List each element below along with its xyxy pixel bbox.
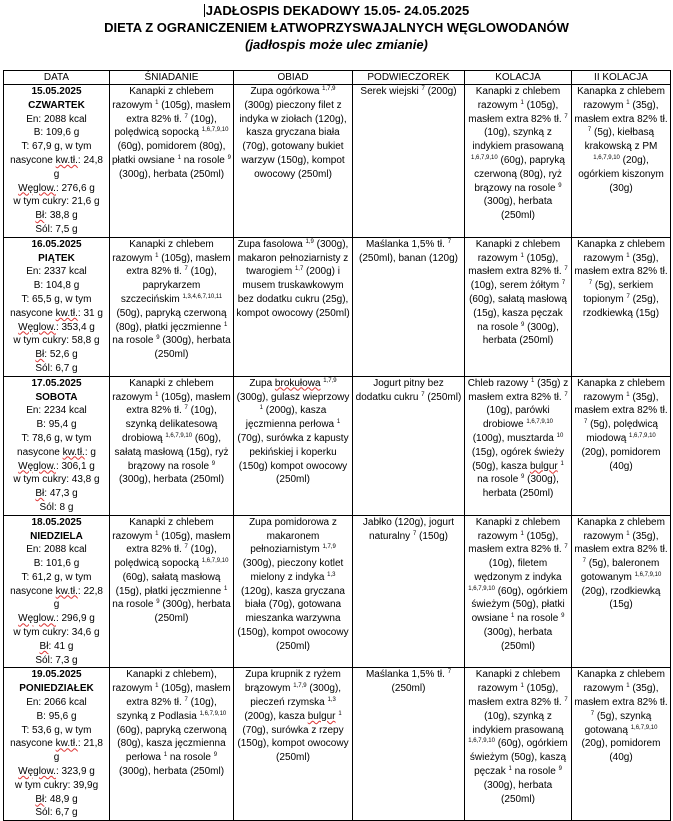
nutrition-line: w tym cukry: 34,6 g — [13, 627, 100, 639]
meal-kolacja: Kanapki z chlebem razowym $^1$ (105g), masłem extra 82% tł. $^7$ (10g), szynką z indykiem prasowaną $^{1,6,7,9,10}$ (60g), papryką czerwoną (80g), ryż brązowy na rosole $^9$ (300g), herbata (250ml) — [465, 85, 572, 238]
nutrition-line: Sól: 7,3 g — [35, 654, 78, 666]
nutrition-line: w tym cukry: 21,6 g — [13, 196, 100, 208]
nutrition-line: Bł: 47,3 g — [35, 488, 78, 500]
nutrition-line: nasycone kw.tł.: 24,8 g — [10, 154, 103, 180]
menu-body — [4, 85, 671, 821]
nutrition-line: Sól: 8 g — [39, 501, 74, 513]
day-weekday: SOBOTA — [35, 391, 78, 403]
nutrition-line: Bł: 38,8 g — [35, 210, 78, 222]
menu-table — [3, 70, 671, 821]
day-date: 15.05.2025 — [31, 86, 82, 97]
meal-kolacja: Kanapki z chlebem razowym $^1$ (105g), masłem extra 82% tł. $^7$ (10g), szynką z indykiem prasowaną $^{1,6,7,9,10}$ (60g), ogórkiem świeżym (50g), kaszą pęczak $^1$ na rosole $^9$ (300g), herbata (250ml) — [465, 668, 572, 821]
meal-podwieczorek: Jabłko (120g), jogurt naturalny $^7$ (150g) — [353, 515, 465, 668]
nutrition-line: En: 2088 kcal — [26, 113, 87, 125]
nutrition-line: Węglow.: 353,4 g — [18, 321, 95, 333]
meal-sniadanie: Kanapki z chlebem), razowym $^1$ (105g), masłem extra 82% tł. $^7$ (10g), szynką z Podlasia $^{1,6,7,9,10}$ (60g), papryką czerwoną (80g), kasza jęczmienna perłowa $^1$ na rosole $^9$ (300g), herbata (250ml) — [110, 668, 234, 821]
menu-header — [0, 0, 673, 53]
nutrition-line: T: 61,2 g, w tym — [21, 571, 92, 583]
nutrition-line: T: 65,5 g, w tym — [21, 293, 92, 305]
day-date: 18.05.2025 — [31, 516, 82, 528]
meal-obiad: Zupa pomidorowa z makaronem pełnoziarnistym $^{1,7,9}$ (300g), pieczony kotlet mielony z indyka $^{1,3}$ (120g), kasza gryczana biała (70g), gotowana mieszanka warzywna (150g), kompot owocowy (250ml) — [234, 515, 353, 668]
table-row — [4, 515, 671, 668]
nutrition-line: B: 101,6 g — [33, 558, 80, 570]
day-weekday: PONIEDZIAŁEK — [19, 683, 94, 695]
meal-sniadanie: Kanapki z chlebem razowym $^1$ (105g), masłem extra 82% tł. $^7$ (10g), szynką delikatesową drobiową $^{1,6,7,9,10}$ (60g), sałatą masłową (15g), ryż brązowy na rosole $^9$ (300g), herbata (250ml) — [110, 376, 234, 515]
meal-obiad: Zupa ogórkowa $^{1,7,9}$ (300g) pieczony filet z indyka w ziołach (120g), kasza gryczana biała (70g), gotowany bukiet warzyw (150g), kompot owocowy (250ml) — [234, 85, 353, 238]
nutrition-line: Sól: 7,5 g — [35, 223, 78, 235]
table-header-row — [4, 71, 671, 85]
meal-sniadanie: Kanapki z chlebem razowym $^1$ (105g), masłem extra 82% tł. $^7$ (10g), paprykarzem szczecińskim $^{1,3,4,6,7,10,11}$ (50g), papryką czerwoną (80g), płatki jęczmienne $^1$ na rosole $^9$ (300g), herbata (250ml) — [110, 237, 234, 376]
day-weekday: CZWARTEK — [28, 99, 85, 111]
nutrition-line: Węglow.: 323,9 g — [18, 766, 95, 778]
table-row — [4, 668, 671, 821]
nutrition-line: En: 2337 kcal — [26, 266, 87, 278]
nutrition-line: Sól: 6,7 g — [35, 362, 78, 374]
meal-ii-kolacja: Kanapka z chlebem razowym $^1$ (35g), masłem extra 82% tł. $^7$ (5g), baleronem gotowanym $^{1,6,7,9,10}$ (20g), rzodkiewką (15g) — [572, 515, 671, 668]
col-header-obiad: OBIAD — [234, 71, 353, 85]
meal-kolacja: Chleb razowy $^1$ (35g) z masłem extra 82% tł. $^7$ (10g), parówki drobiowe $^{1,6,7,9,10}$ (100g), musztarda $^{10}$ (15g), ogórek świeży (50g), kasza bulgur $^1$ na rosole $^9$ (300g), herbata (250ml) — [465, 376, 572, 515]
day-weekday: PIĄTEK — [38, 252, 75, 264]
col-header-ii-kolacja: II KOLACJA — [572, 71, 671, 85]
day-cell — [4, 668, 110, 821]
meal-obiad: Zupa krupnik z ryżem brązowym $^{1,7,9}$ (300g), pieczeń rzymska $^{1,3}$ (200g), kasza bulgur $^1$ (70g), surówka z rzepy (150g), kompot owocowy (250ml) — [234, 668, 353, 821]
col-header-kolacja: KOLACJA — [465, 71, 572, 85]
nutrition-line: B: 95,4 g — [36, 419, 77, 431]
day-date: 16.05.2025 — [31, 238, 82, 250]
meal-podwieczorek: Maślanka 1,5% tł. $^7$ (250ml), banan (120g) — [353, 237, 465, 376]
meal-sniadanie: Kanapki z chlebem razowym $^1$ (105g), masłem extra 82% tł. $^7$ (10g), polędwicą sopocką $^{1,6,7,9,10}$ (60g), sałatą masłową (15g), płatki jęczmienne $^1$ na rosole $^9$ (300g), herbata (250ml) — [110, 515, 234, 668]
day-cell — [4, 85, 110, 238]
text-cursor — [204, 4, 205, 17]
meal-podwieczorek: Maślanka 1,5% tł. $^7$ (250ml) — [353, 668, 465, 821]
nutrition-line: nasycone kw.tł.: g — [17, 446, 96, 458]
meal-kolacja: Kanapki z chlebem razowym $^1$ (105g), masłem extra 82% tł. $^7$ (10g), filetem wędzonym z indyka $^{1,6,7,9,10}$ (60g), ogórkiem świeżym (50g), płatki owsiane $^1$ na rosole $^9$ (300g), herbata (250ml) — [465, 515, 572, 668]
col-header-data: DATA — [4, 71, 110, 85]
nutrition-line: T: 67,9 g, w tym — [21, 141, 92, 153]
nutrition-line: T: 53,6 g, w tym — [21, 724, 92, 736]
nutrition-line: Sól: 6,7 g — [35, 807, 78, 819]
day-date: 19.05.2025 — [31, 669, 82, 681]
meal-ii-kolacja: Kanapka z chlebem razowym $^1$ (35g), masłem extra 82% tł. $^7$ (5g), polędwicą miodową $^{1,6,7,9,10}$ (20g), pomidorem (40g) — [572, 376, 671, 515]
nutrition-line: En: 2088 kcal — [26, 544, 87, 556]
meal-ii-kolacja: Kanapka z chlebem razowym $^1$ (35g), masłem extra 82% tł. $^7$ (5g), szynką gotowaną $^{1,6,7,9,10}$ (20g), pomidorem (40g) — [572, 668, 671, 821]
nutrition-line: w tym cukry: 39,9g — [14, 779, 99, 791]
meal-obiad: Zupa brokułowa $^{1,7,9}$ (300g), gulasz wieprzowy $^1$ (200g), kasza jęczmienna perłowa $^1$ (70g), surówka z kapusty pekińskiej i koperku (150g) kompot owocowy (250ml) — [234, 376, 353, 515]
meal-ii-kolacja: Kanapka z chlebem razowym $^1$ (35g), masłem extra 82% tł. $^7$ (5g), serkiem topionym $^7$ (25g), rzodkiewką (15g) — [572, 237, 671, 376]
nutrition-line: Węglow.: 276,6 g — [18, 182, 95, 194]
nutrition-line: Bł: 52,6 g — [35, 349, 78, 361]
day-weekday: NIEDZIELA — [30, 530, 83, 542]
diet-subtitle: DIETA Z OGRANICZENIEM ŁATWOPRZYSWAJALNYCH WĘGLOWODANÓW — [104, 20, 569, 35]
col-header-sniadanie: ŚNIADANIE — [110, 71, 234, 85]
nutrition-line: nasycone kw.tł.: 31 g — [10, 307, 103, 319]
nutrition-line: nasycone kw.tł.: 21,8 g — [10, 738, 103, 764]
day-cell — [4, 376, 110, 515]
menu-title: JADŁOSPIS DEKADOWY 15.05- 24.05.2025 — [205, 3, 470, 18]
table-row — [4, 237, 671, 376]
nutrition-line: T: 78,6 g, w tym — [21, 432, 92, 444]
meal-sniadanie: Kanapki z chlebem razowym $^1$ (105g), masłem extra 82% tł. $^7$ (10g), polędwicą sopocką $^{1,6,7,9,10}$ (60g), pomidorem (80g), płatki owsiane $^1$ na rosole $^9$ (300g), herbata (250ml) — [110, 85, 234, 238]
nutrition-line: Bł: 41 g — [39, 640, 74, 652]
table-row — [4, 85, 671, 238]
nutrition-line: En: 2234 kcal — [26, 405, 87, 417]
meal-obiad: Zupa fasolowa $^{1,9}$ (300g), makaron pełnoziarnisty z twarogiem $^{1,7}$ (200g) i musem truskawkowym bez dodatku cukru (25g), kompot owocowy (250ml) — [234, 237, 353, 376]
meal-kolacja: Kanapki z chlebem razowym $^1$ (105g), masłem extra 82% tł. $^7$ (10g), serem żółtym $^7$ (60g), sałatą masłową (15g), kasza pęczak na rosole $^9$ (300g), herbata (250ml) — [465, 237, 572, 376]
nutrition-line: B: 109,6 g — [33, 127, 80, 139]
meal-podwieczorek: Serek wiejski $^7$ (200g) — [353, 85, 465, 238]
table-row — [4, 376, 671, 515]
menu-note: (jadłospis może ulec zmianie) — [245, 37, 428, 52]
nutrition-line: w tym cukry: 58,8 g — [13, 335, 100, 347]
nutrition-line: En: 2066 kcal — [26, 697, 87, 709]
nutrition-line: B: 104,8 g — [33, 280, 80, 292]
nutrition-line: nasycone kw.tł.: 22,8 g — [10, 585, 103, 611]
day-cell — [4, 515, 110, 668]
nutrition-line: Bł: 48,9 g — [35, 793, 78, 805]
nutrition-line: Węglow.: 296,9 g — [18, 613, 95, 625]
meal-ii-kolacja: Kanapka z chlebem razowym $^1$ (35g), masłem extra 82% tł. $^7$ (5g), kiełbasą krakowską z PM $^{1,6,7,9,10}$ (20g), ogórkiem kiszonym (30g) — [572, 85, 671, 238]
nutrition-line: w tym cukry: 43,8 g — [13, 474, 100, 486]
day-cell — [4, 237, 110, 376]
col-header-podwieczorek: PODWIECZOREK — [353, 71, 465, 85]
nutrition-line: B: 95,6 g — [36, 710, 77, 722]
day-date: 17.05.2025 — [31, 377, 82, 389]
meal-podwieczorek: Jogurt pitny bez dodatku cukru $^7$ (250ml) — [353, 376, 465, 515]
nutrition-line: Węglow.: 306,1 g — [18, 460, 95, 472]
